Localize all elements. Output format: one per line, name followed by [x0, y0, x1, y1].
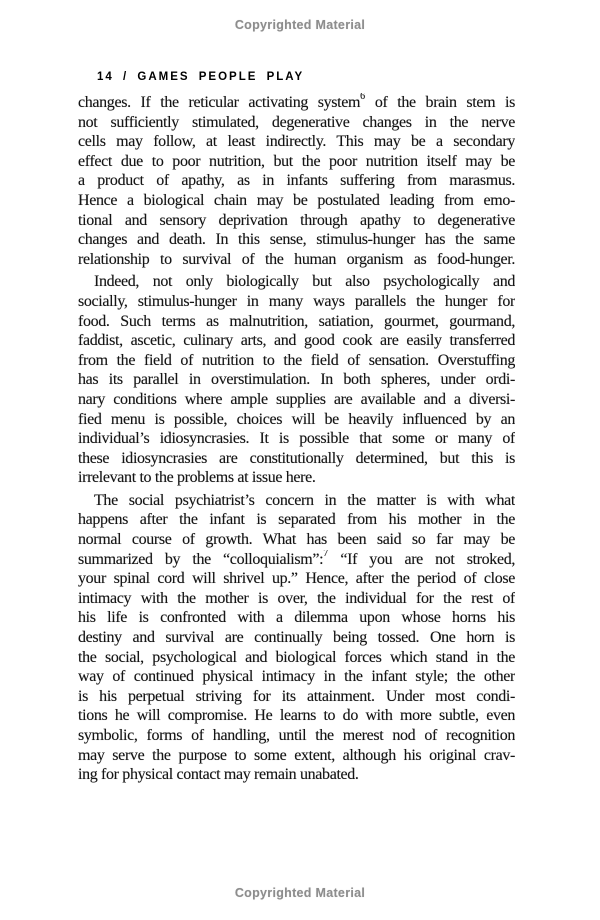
text-line: his life is confronted with a dilemma upon whose horns his	[78, 609, 515, 627]
footnote-reference: 7	[323, 549, 329, 559]
text-line: faddist, ascetic, culinary arts, and good cook are easily transferred	[78, 332, 515, 350]
text-line: the social, psychological and biological forces which stand in the	[78, 648, 515, 666]
text-line: way of continued physical intimacy in the infant style; the other	[78, 668, 515, 686]
text-line: symbolic, forms of handling, until the merest nod of recognition	[78, 727, 515, 744]
text-line: a product of apathy, as in infants suffering from marasmus.	[78, 172, 515, 190]
text-line: ing for physical contact may remain unabated.	[78, 766, 359, 784]
footnote-reference: 6	[360, 93, 366, 103]
text-line: tional and sensory deprivation through apathy to degenerative	[78, 211, 515, 229]
copyright-notice-top: Copyrighted Material	[234, 18, 366, 32]
text-line: fied menu is possible, choices will be heavily influenced by an	[78, 410, 515, 428]
text-line: from the field of nutrition to the field of sensation. Overstuffing	[78, 351, 515, 369]
copyright-notice-bottom: Copyrighted Material	[234, 886, 366, 900]
text-line: has its parallel in overstimulation. In both spheres, under ordi-	[78, 371, 515, 389]
text-line: may serve the purpose to some extent, although his original crav-	[78, 746, 515, 764]
text-line: changes and death. In this sense, stimulus-hunger has the same	[78, 231, 515, 249]
text-line: effect due to poor nutrition, but the poor nutrition itself may be	[78, 152, 515, 170]
text-line: food. Such terms as malnutrition, satiation, gourmet, gourmand,	[78, 312, 515, 330]
text-line: your spinal cord will shrivel up.” Hence, after the period of close	[78, 570, 515, 588]
text-line: intimacy with the mother is over, the individual for the rest of	[78, 589, 515, 607]
text-line: summarized by the “colloquialism”:$^7$ “If you are not stroked,	[78, 549, 515, 568]
text-line: relationship to survival of the human organism as food-hunger.	[78, 250, 515, 268]
text-line: these idiosyncrasies are constitutionally determined, but this is	[78, 449, 515, 467]
paragraph	[78, 93, 515, 269]
text-line: normal course of growth. What has been said so far may be	[78, 531, 515, 549]
text-line: destiny and survival are continually being tossed. One horn is	[78, 629, 515, 647]
text-line: irrelevant to the problems at issue here.	[78, 469, 316, 487]
text-line: Hence a biological chain may be postulated leading from emo-	[78, 191, 515, 209]
text-line: tions he will compromise. He learns to do with more subtle, even	[78, 707, 515, 725]
paragraph	[78, 272, 515, 488]
text-line: cells may follow, at least indirectly. This may be a secondary	[78, 133, 515, 151]
text-line: nary conditions where ample supplies are available and a diversi-	[78, 390, 515, 408]
text-line: happens after the infant is separated from his mother in the	[78, 511, 515, 529]
paragraph	[78, 491, 515, 785]
text-line: is his perpetual striving for its attainment. Under most condi-	[78, 687, 515, 705]
text-line: individual’s idiosyncrasies. It is possible that some or many of	[78, 430, 515, 448]
page-header: 14 / GAMES PEOPLE PLAY	[97, 71, 305, 83]
text-line: The social psychiatrist’s concern in the matter is with what	[94, 491, 515, 509]
text-line: Indeed, not only biologically but also psychologically and	[94, 273, 515, 291]
page-body-text	[78, 93, 515, 785]
text-line: changes. If the reticular activating system$^6$ of the brain stem is	[78, 93, 515, 111]
text-line: not sufficiently stimulated, degenerative changes in the nerve	[78, 113, 515, 131]
text-line: socially, stimulus-hunger in many ways parallels the hunger for	[78, 292, 515, 310]
